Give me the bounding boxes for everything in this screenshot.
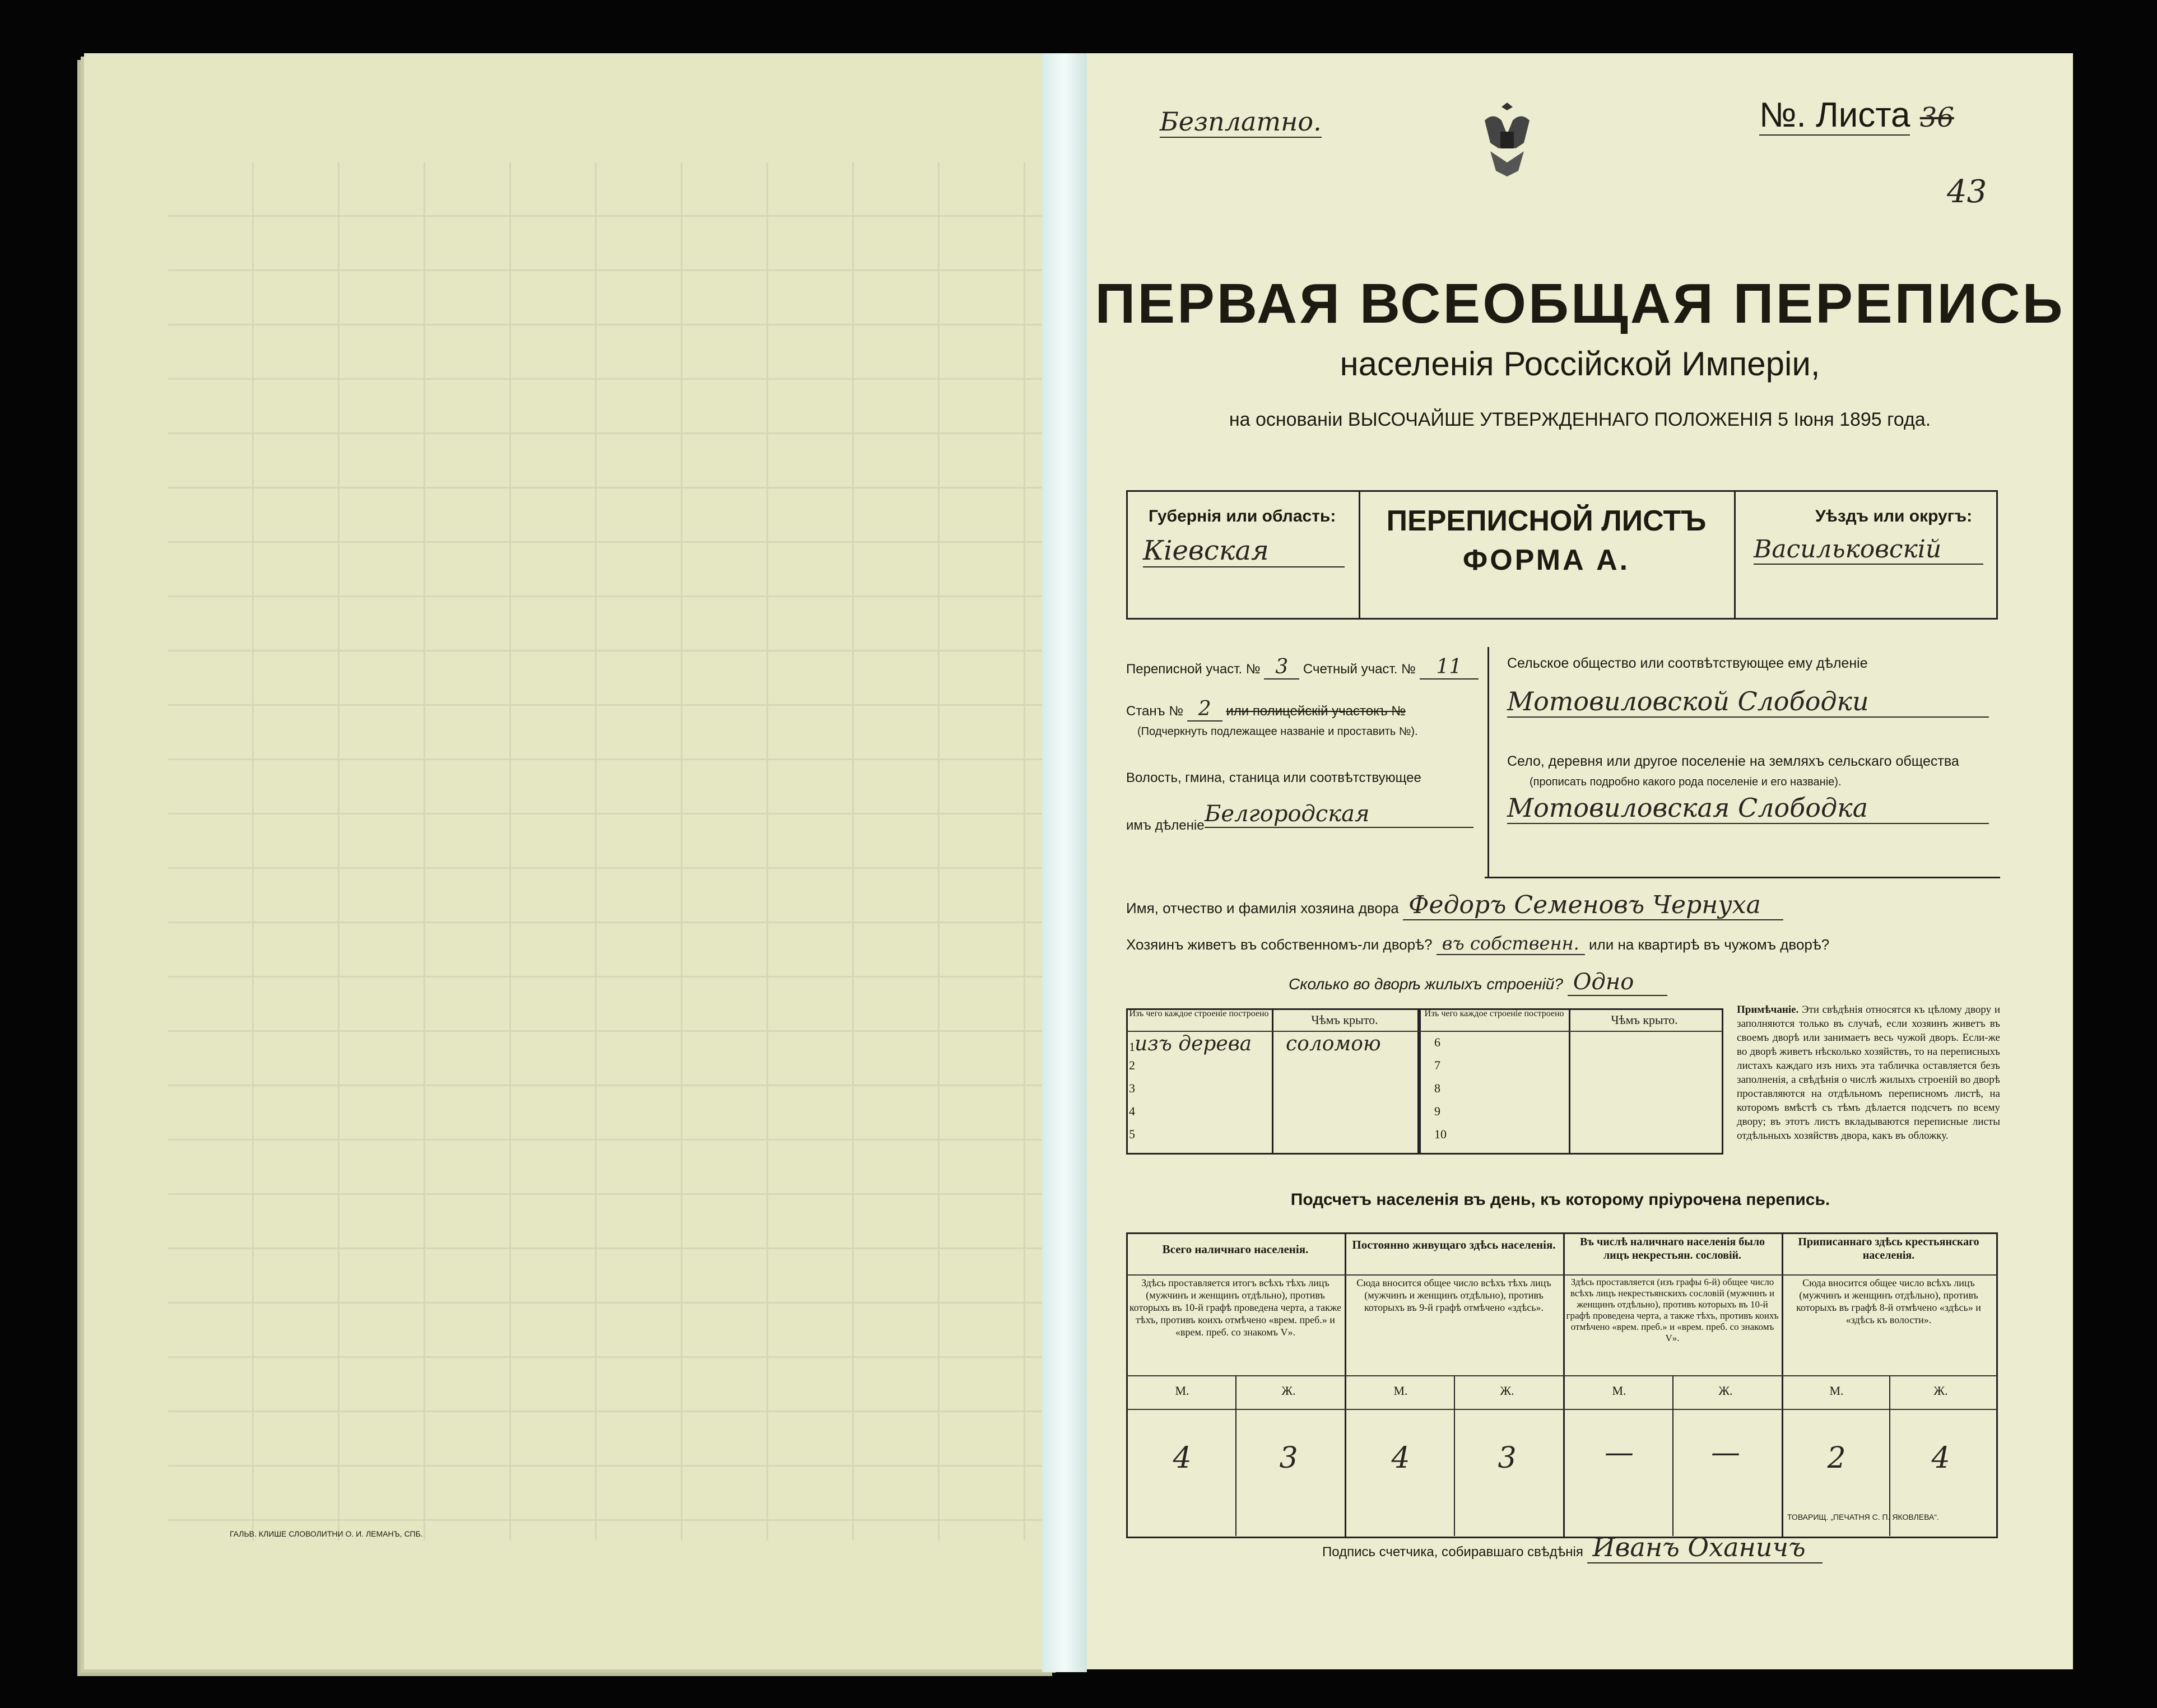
society-label: Сельское общество или соотвѣтствующее ему дѣленіе [1507, 655, 1868, 671]
buildings-row [1289, 969, 1667, 995]
male-label: М. [1393, 1384, 1408, 1398]
census-title: ПЕРВАЯ ВСЕОБЩАЯ ПЕРЕПИСЬ [1095, 272, 2065, 335]
census-area-label: Переписной участ. № [1126, 662, 1261, 677]
stan-row [1126, 697, 1406, 720]
building-row [1129, 1081, 1415, 1104]
summary-column-desc: Здѣсь проставляется (изъ графы 6-й) общее число всѣхъ лицъ некрестьянскихъ сословій (мужчинъ и женщинъ отдѣльно), противъ которыхъ въ 10-й графѣ проведена черта, а также тѣхъ, противъ коихъ отмѣчено «врем. преб.» и «врем. преб. со знакомъ V». [1566, 1277, 1779, 1343]
census-area-value: 3 [1264, 655, 1299, 680]
building-row [1129, 1127, 1415, 1149]
printer-mark-right: ТОВАРИЩ. „ПЕЧАТНЯ С. П. ЯКОВЛЕВА“. [1787, 1512, 1939, 1521]
building-row-number: 3 [1129, 1081, 1135, 1095]
summary-heading: Подсчетъ населенія въ день, къ которому пріурочена перепись. [1290, 1190, 1830, 1209]
building-roof-header: Чѣмъ крыто. [1311, 1013, 1378, 1027]
male-count: 2 [1827, 1441, 1846, 1475]
building-row-number: 7 [1434, 1058, 1440, 1072]
uezd-value: Васильковскій [1754, 535, 1983, 565]
sheet-number-handwritten: 43 [1947, 174, 1987, 210]
summary-column-title: Постоянно живущаго здѣсь населенія. [1352, 1238, 1556, 1251]
buildings-label: Сколько во дворѣ жилыхъ строеній? [1289, 975, 1563, 993]
left-page-bleedthrough-grid [168, 162, 1042, 1541]
summary-column-title: Приписаннаго здѣсь крестьянскаго населенія. [1798, 1236, 1979, 1262]
count-area-label: Счетный участ. № [1303, 662, 1416, 677]
summary-column-title: Всего наличнаго населенія. [1162, 1242, 1309, 1256]
female-label: Ж. [1718, 1384, 1733, 1398]
female-label: Ж. [1500, 1384, 1514, 1398]
residence-label-rented: или на квартирѣ въ чужомъ дворѣ? [1589, 936, 1830, 953]
building-row-number: 8 [1434, 1081, 1440, 1095]
stan-note: (Подчеркнуть подлежащее названіе и проставить №). [1137, 725, 1418, 738]
owner-name-value: Федоръ Семеновъ Чернуха [1403, 891, 1783, 920]
village-label: Село, деревня или другое поселеніе на земляхъ сельскаго общества [1507, 753, 1959, 769]
owner-name-label: Имя, отчество и фамилія хозяина двора [1126, 900, 1399, 916]
building-row [1129, 1058, 1415, 1081]
building-material-value: изъ дерева [1135, 1032, 1252, 1055]
summary-column-desc: Сюда вносится общее число всѣхъ лицъ (мужчинъ и женщинъ отдѣльно), противъ которыхъ въ графѣ 8-й отмѣчено «здѣсь» и «здѣсь къ волости». [1796, 1277, 1981, 1325]
building-roof-value: соломою [1286, 1032, 1381, 1055]
note-heading: Примѣчаніе. [1737, 1004, 1799, 1016]
female-label: Ж. [1281, 1384, 1296, 1398]
free-label: Безплатно. [1160, 106, 1322, 137]
female-count: 4 [1931, 1441, 1950, 1475]
building-row [1129, 1032, 1415, 1058]
building-rows-right [1434, 1035, 1457, 1149]
sheet-number-label: №. Листа [1759, 96, 1910, 134]
female-label: Ж. [1933, 1384, 1948, 1398]
stan-label: Станъ № [1126, 704, 1184, 719]
building-material-header-2: Изъ чего каждое строеніе построено [1424, 1009, 1564, 1018]
region-box-divider [1734, 490, 1736, 618]
male-count: — [1605, 1436, 1634, 1469]
summary-values [1347, 1408, 1560, 1531]
building-row-number: 6 [1434, 1035, 1440, 1049]
book-gutter [1042, 53, 1087, 1672]
note-block [1737, 1003, 2000, 1143]
residence-value: въ собственн. [1437, 933, 1585, 955]
building-table-center-divider [1417, 1008, 1421, 1153]
sheet-number [1759, 95, 1954, 135]
village-value: Мотовиловская Слободка [1507, 793, 1989, 824]
imperial-eagle-emblem [1473, 98, 1541, 182]
summary-mf-labels [1566, 1374, 1779, 1408]
form-title: ПЕРЕПИСНОЙ ЛИСТЪ [1386, 505, 1707, 537]
summary-mf-labels [1129, 1374, 1342, 1408]
note-text: Эти свѣдѣнія относятся къ цѣлому двору и заполняются только въ случаѣ, если хозяинъ живетъ въ своемъ дворѣ или занимаетъ весь чужой дворъ. Если-же во дворѣ живетъ нѣсколько хозяйствъ, то на переписныхъ листахъ каждаго изъ нихъ эта табличка оставляется безъ заполненія, а свѣдѣнія о числѣ жилыхъ строеній во дворѣ проставляются на отдѣльномъ переписномъ листѣ, на которомъ вмѣстѣ съ тѣмъ дѣлается подсчетъ по всему двору; въ этотъ листъ вкладываются переписные листы отдѣльныхъ хозяйствъ двора, какъ въ обложку. [1737, 1004, 2001, 1142]
summary-column [1784, 1235, 1993, 1531]
summary-column-title: Въ числѣ наличнаго населенія было лицъ некрестьян. сословій. [1579, 1236, 1765, 1262]
summary-column-desc: Сюда вносится общее число всѣхъ тѣхъ лицъ (мужчинъ и женщинъ отдѣльно), противъ которыхъ въ 9-й графѣ отмѣчено «здѣсь». [1356, 1277, 1551, 1313]
form-type: ФОРМА А. [1462, 544, 1630, 576]
building-row-number: 4 [1129, 1104, 1135, 1118]
summary-column [1566, 1235, 1779, 1531]
male-label: М. [1612, 1384, 1626, 1398]
volost-label: Волость, гмина, станица или соотвѣтствующее [1126, 770, 1421, 785]
society-value: Мотовиловской Слободки [1507, 686, 1989, 718]
census-area-row [1126, 655, 1479, 678]
summary-column [1347, 1235, 1560, 1531]
count-area-value: 11 [1420, 655, 1479, 680]
gubernia-value: Кіевская [1143, 535, 1345, 567]
census-subtitle: населенія Россійской Имперіи, [1340, 345, 1820, 383]
summary-column-desc: Здѣсь проставляется итогъ всѣхъ тѣхъ лицъ (мужчинъ и женщинъ отдѣльно), противъ которыхъ въ 10-й графѣ проведена черта, а также тѣхъ, противъ коихъ отмѣчено «врем. преб.» и «врем. преб. со знакомъ V». [1129, 1277, 1342, 1338]
summary-column [1129, 1235, 1342, 1531]
building-row-number: 5 [1129, 1127, 1135, 1141]
sheet-number-struck: 36 [1919, 102, 1954, 133]
residence-row [1126, 933, 1829, 954]
male-label: М. [1175, 1384, 1189, 1398]
building-row-number: 1 [1129, 1040, 1135, 1054]
building-table-header-rule [1126, 1031, 1722, 1032]
building-row-number: 9 [1434, 1104, 1440, 1118]
fields-divider [1487, 647, 1489, 877]
building-roof-header-2: Чѣмъ крыто. [1611, 1013, 1678, 1027]
gubernia-label: Губернія или область: [1149, 507, 1336, 525]
summary-values [1129, 1408, 1342, 1531]
female-count: 3 [1498, 1441, 1517, 1475]
uezd-label: Уѣздъ или округъ: [1815, 507, 1973, 525]
building-table-col-divider [1569, 1008, 1570, 1153]
male-count: 4 [1391, 1441, 1410, 1475]
building-material-header: Изъ чего каждое строеніе построено [1129, 1009, 1269, 1018]
police-station-label: или полицейскій участокъ № [1226, 704, 1406, 719]
buildings-value: Одно [1568, 969, 1668, 996]
building-rows-left [1129, 1032, 1415, 1149]
summary-mf-labels [1784, 1374, 1993, 1408]
fields-bottom-rule [1485, 877, 2000, 878]
residence-label-own: Хозяинъ живетъ въ собственномъ-ли дворѣ? [1126, 936, 1433, 953]
building-row-number: 10 [1434, 1127, 1447, 1141]
male-count: 4 [1173, 1441, 1192, 1475]
signature-value: Иванъ Оханичъ [1587, 1532, 1823, 1563]
volost-value: Белгородская [1205, 801, 1473, 828]
female-count: — [1711, 1436, 1740, 1469]
female-count: 3 [1279, 1441, 1298, 1475]
summary-mf-labels [1347, 1374, 1560, 1408]
signature-row [1322, 1532, 1823, 1562]
census-decree: на основаніи ВЫСОЧАЙШЕ УТВЕРЖДЕННАГО ПОЛОЖЕНІЯ 5 Іюня 1895 года. [1229, 409, 1931, 430]
male-label: М. [1829, 1384, 1844, 1398]
stan-value: 2 [1187, 697, 1222, 722]
owner-row [1126, 891, 1783, 919]
building-row-number: 2 [1129, 1058, 1135, 1072]
printer-mark-left: ГАЛЬВ. КЛИШЕ СЛОВОЛИТНИ О. И. ЛЕМАНЪ, СПБ. [230, 1529, 423, 1538]
signature-label: Подпись счетчика, собиравшаго свѣдѣнія [1322, 1544, 1583, 1560]
volost-label-2: имъ дѣленіе [1126, 818, 1205, 833]
village-note: (прописать подробно какого рода поселеніе и его названіе). [1530, 776, 1842, 788]
summary-values [1566, 1408, 1779, 1531]
census-form-page [230, 53, 2073, 1669]
building-row [1129, 1104, 1415, 1127]
